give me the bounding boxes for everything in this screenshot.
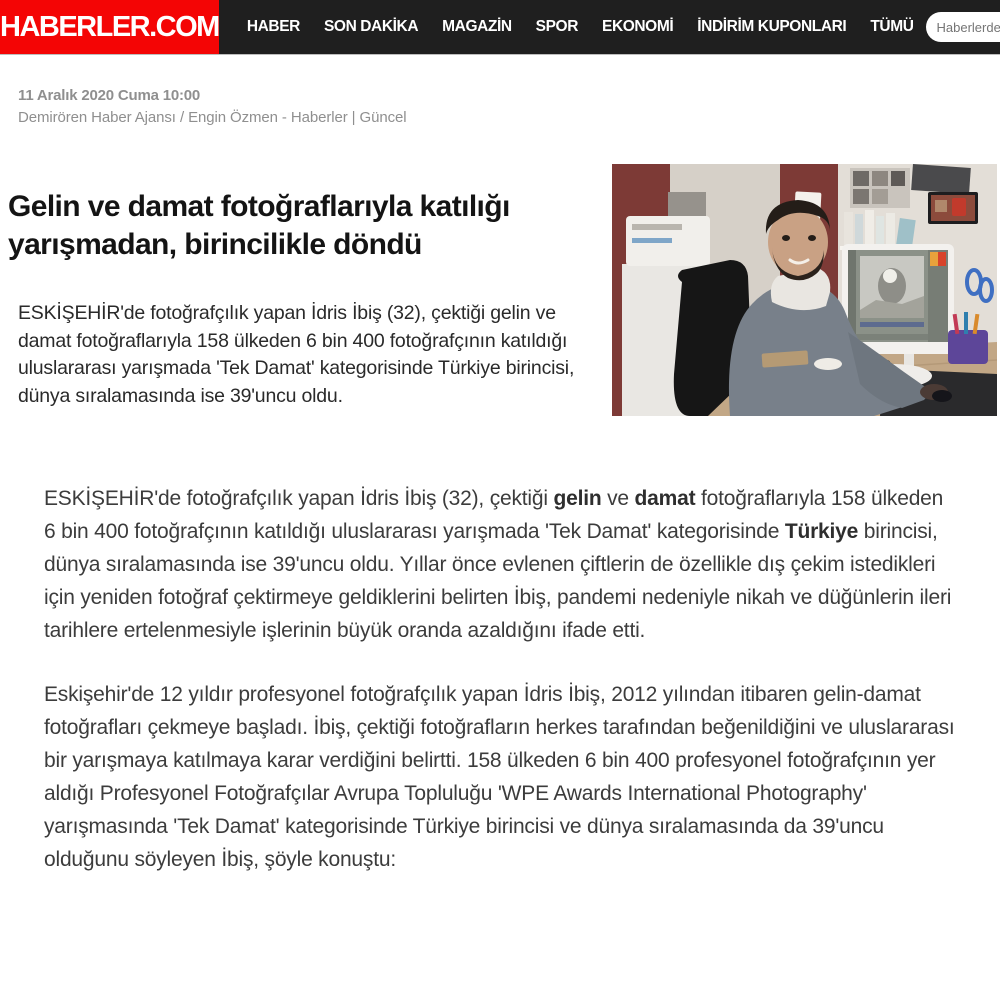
nav-item-spor[interactable]: SPOR xyxy=(535,18,578,35)
mouse xyxy=(932,390,952,402)
site-header xyxy=(0,0,1000,55)
body-paragraph-1: ESKİŞEHİR'de fotoğrafçılık yapan İdris İbiş (32), çektiği gelin ve damat fotoğraflarıyla 158 ülkeden 6 bin 400 fotoğrafçının katıldığı uluslararası yarışmada 'Tek Damat' kategorisinde Türkiye birincisi, dünya sıralamasında ise 39'uncu oldu. Yıllar önce evlenen çiftlerin de özellikle dış çekim istedikleri için yeniden fotoğraf çektirmeye geldiklerini belirten İbiş, pandemi nedeniyle nikah ve düğünlerin ileri tarihlere ertelenmesiyle işlerinin büyük oranda azaldığını ifade etti. xyxy=(44,487,952,642)
site-logo-text: HABERLER.COM xyxy=(0,10,219,43)
article-page xyxy=(0,55,1000,876)
article-photo xyxy=(612,164,997,416)
article-meta xyxy=(0,55,1000,126)
wall-tv xyxy=(928,192,978,224)
article-byline: Demirören Haber Ajansı / Engin Özmen - Haberler | Güncel xyxy=(18,109,407,126)
article-body xyxy=(0,482,1000,876)
headline-column xyxy=(8,164,608,416)
article-lead: ESKİŞEHİR'de fotoğrafçılık yapan İdris İbiş (32), çektiği gelin ve damat fotoğraflarıyla 158 ülkeden 6 bin 400 fotoğrafçının katıldığı uluslararası yarışmada 'Tek Damat' kategorisinde Türkiye birincisi, dünya sıralamasında ise 39'uncu oldu. xyxy=(18,302,575,407)
nav-item-haber[interactable]: HABER xyxy=(246,18,300,35)
article-date: 11 Aralık 2020 Cuma 10:00 xyxy=(18,87,201,104)
nav-item-indirim-kuponlari[interactable]: İNDİRİM KUPONLARI xyxy=(697,18,847,35)
body-paragraph-2: Eskişehir'de 12 yıldır profesyonel fotoğrafçılık yapan İdris İbiş, 2012 yılından itibaren gelin-damat fotoğrafları çekmeye başladı. İbiş, çektiği fotoğrafların herkes tarafından beğenildiğini ve uluslararası bir yarışmaya katılmaya karar verdiğini belirtti. 158 ülkeden 6 bin 400 profesyonel fotoğrafçının yer aldığı Profesyonel Fotoğrafçılar Avrupa Topluluğu 'WPE Awards International Photography' yarışmasında 'Tek Damat' kategorisinde Türkiye birincisi ve dünya sıralamasında da 39'uncu olduğunu söyleyen İbiş, şöyle konuştu: xyxy=(44,683,955,871)
nav-item-ekonomi[interactable]: EKONOMİ xyxy=(602,18,674,35)
article-headline: Gelin ve damat fotoğraflarıyla katılığı yarışmadan, birincilikle döndü xyxy=(8,190,510,261)
photo-illustration xyxy=(612,164,997,416)
nav-item-magazin[interactable]: MAGAZİN xyxy=(442,18,512,35)
nav-item-tumu[interactable]: TÜMÜ xyxy=(870,18,914,35)
search-input[interactable] xyxy=(937,20,1000,35)
site-logo[interactable] xyxy=(0,0,219,54)
main-nav xyxy=(235,0,926,54)
search-pill xyxy=(926,12,1000,42)
article-top-section xyxy=(0,164,1000,416)
nav-item-son-dakika[interactable]: SON DAKİKA xyxy=(323,18,419,35)
header-search xyxy=(926,0,1000,54)
